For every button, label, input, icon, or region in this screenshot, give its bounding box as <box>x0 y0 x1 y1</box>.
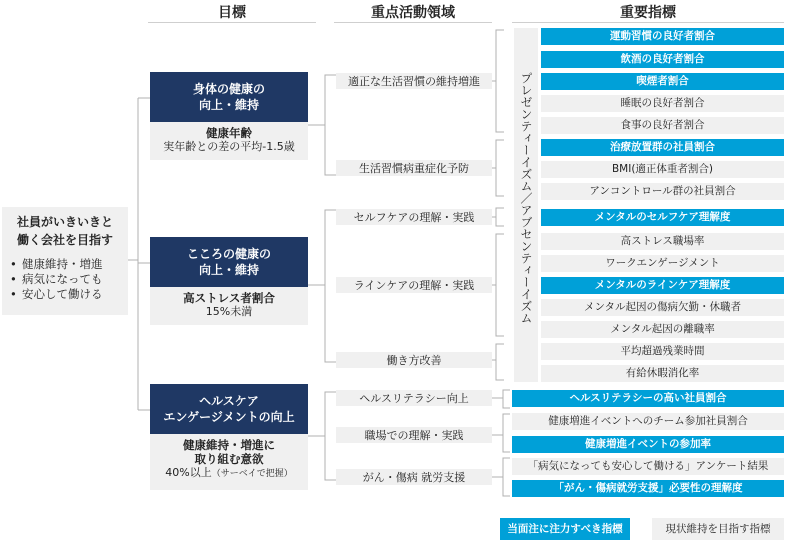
goal-kpi-name: 高ストレス者割合 <box>183 291 275 305</box>
indicator-item: 運動習慣の良好者割合 <box>541 28 784 45</box>
goal-mental-health <box>150 237 308 287</box>
indicator-item: アンコントロール群の社員割合 <box>541 183 784 200</box>
indicator-item: 「病気になっても安心して働ける」アンケート結果 <box>512 458 784 475</box>
root-bullet-cont <box>10 287 120 302</box>
legend-focus: 当面注に注力すべき指標 <box>500 518 630 540</box>
goal-kpi-name: 健康維持・増進に <box>183 438 275 452</box>
indicator-item: 食事の良好者割合 <box>541 117 784 134</box>
indicator-item: 飲酒の良好者割合 <box>541 51 784 68</box>
area-item: 適正な生活習慣の維持増進 <box>336 73 492 89</box>
goal-physical-kpi <box>150 122 308 160</box>
goal-kpi-name: 取り組む意欲 <box>194 452 264 466</box>
goal-engagement-kpi <box>150 434 308 490</box>
indicator-item: BMI(適正体重者割合) <box>541 161 784 178</box>
area-item: ラインケアの理解・実践 <box>336 277 492 293</box>
goal-title-line: 向上・維持 <box>198 263 259 277</box>
indicator-item: 有給休暇消化率 <box>541 365 784 382</box>
area-item: がん・傷病 就労支援 <box>336 469 492 485</box>
indicator-item: 健康増進イベントの参加率 <box>512 436 784 453</box>
presenteeism-bar <box>514 28 538 382</box>
root-bullet: • 病気になっても <box>10 272 120 287</box>
area-item: セルフケアの理解・実践 <box>336 209 492 225</box>
presenteeism-label: プレゼンティーイズム／アブセンティーイズム <box>519 72 533 324</box>
root-goal-box <box>2 207 128 315</box>
area-item: 生活習慣病重症化予防 <box>336 160 492 176</box>
goal-kpi-target: 15%未満 <box>205 305 253 318</box>
goal-kpi-target: 実年齢との差の平均-1.5歳 <box>163 140 295 153</box>
header-indicator: 重要指標 <box>620 5 676 21</box>
goal-mental-kpi <box>150 287 308 325</box>
goal-kpi-note: （サーベイで把握） <box>211 469 293 479</box>
goal-physical-health <box>150 72 308 122</box>
goal-kpi-target: 40%以上 <box>165 466 212 479</box>
indicator-item: ヘルスリテラシーの高い社員割合 <box>512 390 784 407</box>
root-bullet-text: 安心して働ける <box>22 287 103 301</box>
area-item: 職場での理解・実践 <box>336 427 492 443</box>
indicator-item: 高ストレス職場率 <box>541 233 784 250</box>
area-item: ヘルスリテラシー向上 <box>336 390 492 406</box>
indicator-item: 喫煙者割合 <box>541 73 784 90</box>
indicator-item: 治療放置群の社員割合 <box>541 139 784 156</box>
indicator-item: 健康増進イベントへのチーム参加社員割合 <box>512 413 784 430</box>
root-title-line1: 社員がいきいきと <box>16 215 113 229</box>
indicator-item: メンタルのセルフケア理解度 <box>541 209 784 226</box>
indicator-item: 平均超過残業時間 <box>541 343 784 360</box>
header-area: 重点活動領域 <box>371 5 455 21</box>
goal-title-line: ヘルスケア <box>199 394 259 408</box>
root-title-line2: 働く会社を目指す <box>16 233 113 247</box>
goal-title-line: こころの健康の <box>186 247 271 261</box>
indicator-item: メンタル起因の傷病欠勤・休職者 <box>541 299 784 316</box>
indicator-item: メンタル起因の離職率 <box>541 321 784 338</box>
indicator-item: 「がん・傷病就労支援」必要性の理解度 <box>512 480 784 497</box>
indicator-item: メンタルのラインケア理解度 <box>541 277 784 294</box>
goal-title-line: 身体の健康の <box>192 82 265 96</box>
header-goal: 目標 <box>218 5 246 21</box>
goal-kpi-name: 健康年齢 <box>206 126 252 140</box>
goal-title-line: 向上・維持 <box>198 98 259 112</box>
indicator-item: ワークエンゲージメント <box>541 255 784 272</box>
legend-maintain: 現状維持を目指す指標 <box>652 518 784 540</box>
goal-title-line: エンゲージメントの向上 <box>163 410 295 424</box>
goal-healthcare-engagement <box>150 384 308 434</box>
area-item: 働き方改善 <box>336 352 492 368</box>
indicator-item: 睡眠の良好者割合 <box>541 95 784 112</box>
root-bullet: • 健康維持・増進 <box>10 257 120 272</box>
